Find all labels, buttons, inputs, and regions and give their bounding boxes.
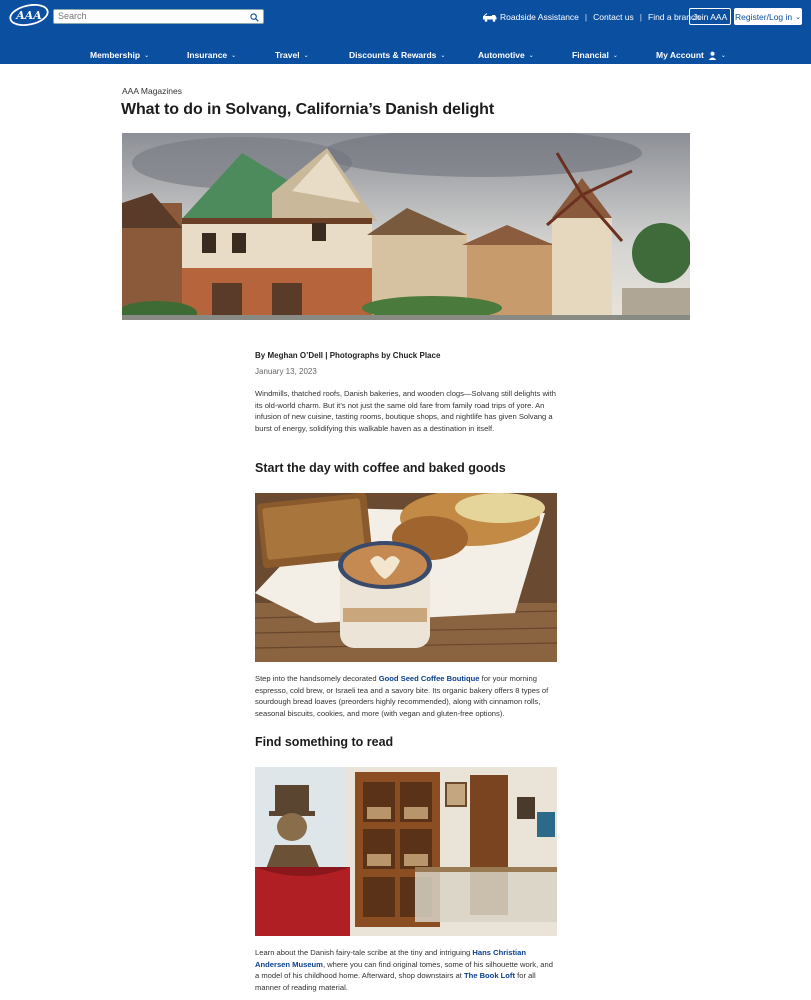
site-header: [0, 0, 811, 64]
good-seed-coffee-link[interactable]: Good Seed Coffee Boutique: [378, 674, 480, 683]
nav-label: Travel: [275, 50, 300, 60]
chevron-down-icon: ⌄: [303, 52, 309, 59]
book-loft-link[interactable]: The Book Loft: [463, 971, 515, 980]
article-kicker[interactable]: AAA Magazines: [122, 86, 183, 96]
utility-separator: |: [584, 12, 588, 22]
join-aaa-button[interactable]: [689, 8, 731, 25]
tow-truck-icon: [483, 13, 497, 22]
nav-item-discounts-rewards[interactable]: [349, 46, 445, 64]
nav-label: Membership: [90, 50, 141, 60]
search-input[interactable]: [53, 9, 264, 24]
utility-separator: |: [639, 12, 642, 22]
nav-item-insurance[interactable]: [187, 46, 236, 64]
coffee-section-text: [255, 673, 557, 719]
main-navigation: [0, 46, 811, 64]
andersen-text-end: for all manner of reading material.: [255, 971, 536, 992]
chevron-down-icon: ⌄: [528, 52, 534, 59]
andersen-museum-link[interactable]: Hans Christian Andersen Museum: [255, 948, 526, 969]
andersen-section-text: [255, 947, 557, 993]
andersen-text-intro: Learn about the Danish fairy-tale scribe at the tiny and intriguing: [255, 948, 473, 957]
nav-item-travel[interactable]: [275, 46, 309, 64]
coffee-text-intro: Step into the handsomely decorated: [255, 674, 379, 683]
find-branch-link[interactable]: Find a branch: [648, 12, 700, 22]
roadside-assistance-link[interactable]: Roadside Assistance: [500, 12, 579, 22]
search-icon[interactable]: [250, 13, 259, 22]
nav-label: Discounts & Rewards: [349, 50, 437, 60]
chevron-down-icon: ⌄: [231, 52, 237, 59]
chevron-down-icon: ⌄: [612, 52, 618, 59]
nav-item-membership[interactable]: [90, 46, 149, 64]
andersen-text-body: , where you can find original tomes, some of his silhouette work, and a model of his childhood home. Afterward, shop downstairs at: [255, 959, 553, 980]
coffee-pastries-photo: [255, 493, 557, 662]
utility-links: [483, 8, 700, 26]
coffee-text-body: for your morning espresso, cold brew, or Israeli tea and a savory bite. Its organic bakery offers 8 types of sourdough bread loaves (preorders highly recommended), along with cinnamon rolls, seasonal biscuits, cookies, and more (with vegan and gluten-free options).: [255, 674, 549, 718]
hero-image-solvang-street: [122, 133, 690, 320]
register-login-button[interactable]: [734, 8, 802, 25]
chevron-down-icon: ⌄: [795, 13, 802, 21]
andersen-museum-photo: [255, 767, 557, 936]
nav-label: My Account: [656, 50, 704, 60]
chevron-down-icon: ⌄: [144, 52, 150, 59]
chevron-down-icon: ⌄: [440, 52, 446, 59]
search-placeholder: Search: [58, 11, 87, 21]
article-title: What to do in Solvang, California’s Danish delight: [121, 101, 495, 118]
section-heading-coffee: Start the day with coffee and baked goods: [255, 461, 506, 475]
nav-label: Automotive: [478, 50, 525, 60]
register-login-label: Register/Log in: [734, 11, 793, 22]
join-aaa-label: Join AAA: [692, 11, 728, 22]
nav-item-financial[interactable]: [572, 46, 618, 64]
article-byline: By Meghan O’Dell | Photographs by Chuck Place: [255, 351, 441, 360]
logo-text: AAA: [16, 9, 42, 22]
chevron-down-icon: ⌄: [720, 52, 726, 59]
article-intro: Windmills, thatched roofs, Danish bakeries, and wooden clogs—Solvang still delights with its old-world charm. But it’s not just the same old fare from family road trips of yore. An infusion of new cuisine, tasting rooms, boutique shops, and nightlife has given Solvang a burst of energy, solidifying this walkable haven as a destination in itself.: [255, 389, 556, 433]
nav-item-my-account[interactable]: [656, 46, 726, 64]
article-date: January 13, 2023: [255, 367, 317, 376]
contact-us-link[interactable]: Contact us: [593, 12, 634, 22]
nav-label: Financial: [572, 50, 609, 60]
nav-label: Insurance: [187, 50, 228, 60]
aaa-logo[interactable]: [9, 4, 49, 26]
user-icon: [708, 51, 717, 60]
nav-item-automotive[interactable]: [478, 46, 534, 64]
section-heading-read: Find something to read: [255, 735, 394, 749]
